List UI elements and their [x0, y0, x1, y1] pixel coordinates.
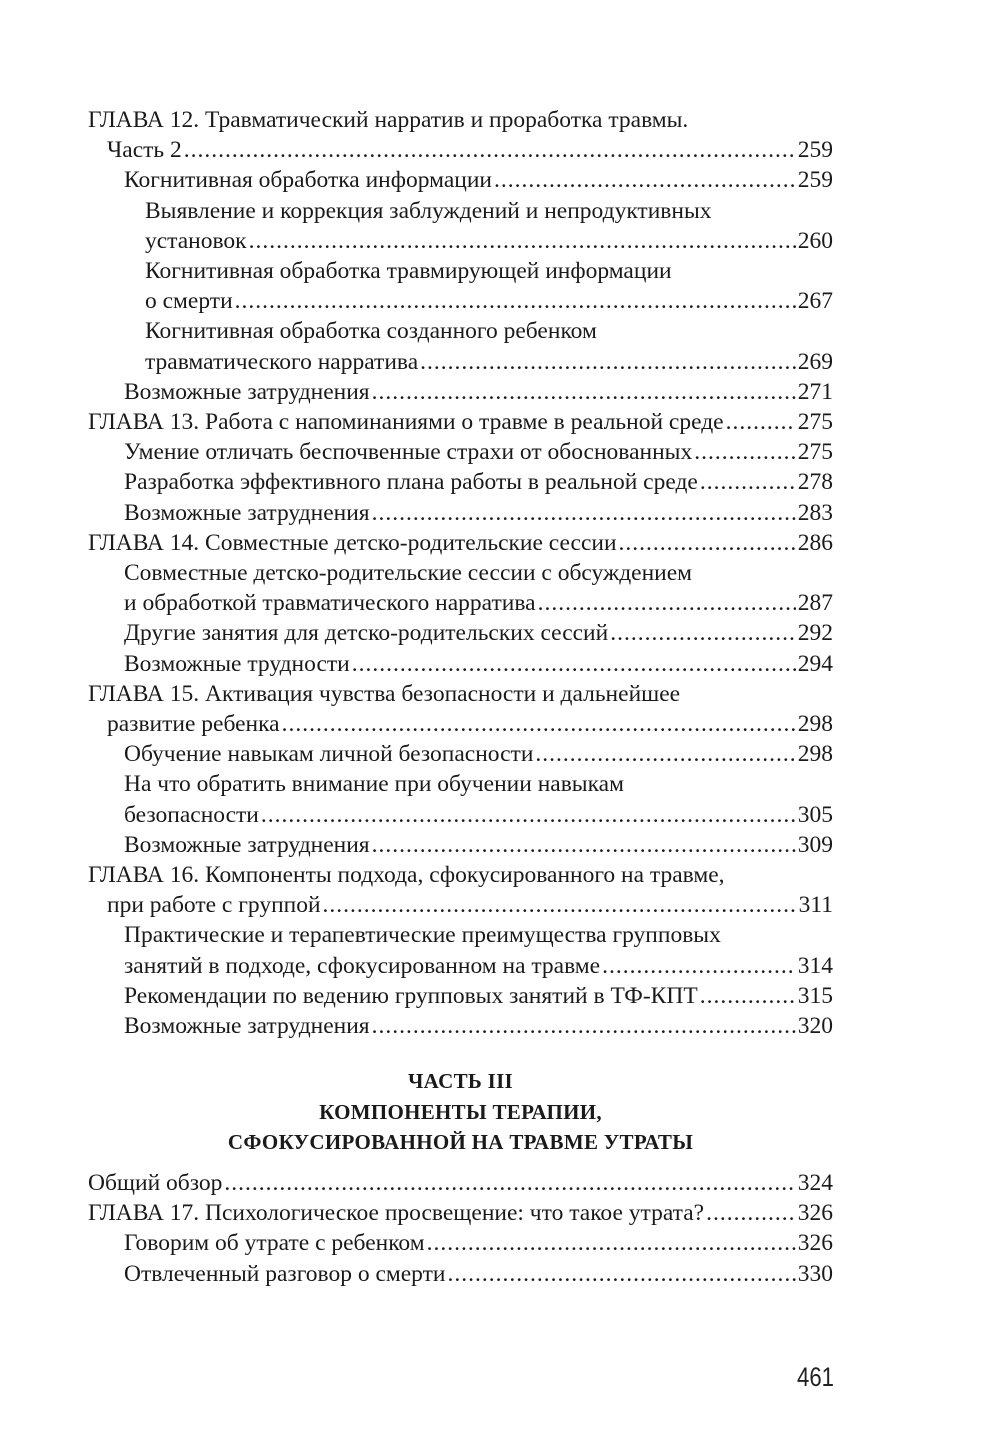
- toc-entry-title: Умение отличать беспочвенные страхи от обоснованных: [124, 439, 693, 466]
- toc-entry-page: 283: [797, 499, 833, 526]
- toc-entry-page: 294: [797, 650, 833, 677]
- leader-dots: [706, 1198, 796, 1228]
- toc-entry: [88, 1259, 833, 1289]
- toc-entry-page: 311: [798, 892, 833, 919]
- toc-entry: [88, 407, 833, 437]
- toc-entry-line: [124, 467, 833, 497]
- toc-entry-line: [124, 649, 833, 679]
- toc-entry-line: [124, 981, 833, 1011]
- toc-entry: [88, 1198, 833, 1228]
- toc-entry-title-line: На что обратить внимание при обучении навыкам: [124, 771, 624, 798]
- toc-entry: [88, 920, 833, 980]
- toc-entry: [88, 830, 833, 860]
- leader-dots: [352, 649, 796, 679]
- toc-entry: [88, 377, 833, 407]
- part-heading: [88, 1066, 833, 1158]
- toc-entry-title-line: Совместные детско-родительские сессии с обсуждением: [124, 560, 693, 587]
- toc-entry-title: Разработка эффективного плана работы в реальной среде: [124, 469, 698, 496]
- leader-dots: [427, 1228, 796, 1258]
- toc-entry-line: [88, 890, 833, 920]
- toc-entry-line: [124, 800, 833, 830]
- leader-dots: [282, 709, 796, 739]
- page-number: 461: [797, 1362, 834, 1392]
- leader-dots: [694, 437, 796, 467]
- toc-entry-line: [124, 1259, 833, 1289]
- toc-entry-title: Возможные затруднения: [124, 378, 370, 405]
- toc-entry-title: Отвлеченный разговор о смерти: [124, 1260, 446, 1287]
- toc-entry: [88, 105, 833, 165]
- toc-entry: [88, 649, 833, 679]
- table-of-contents-continued: [88, 1168, 833, 1289]
- toc-entry-line: [124, 498, 833, 528]
- toc-entry: [88, 196, 833, 256]
- toc-entry-line: [124, 1228, 833, 1258]
- toc-entry-page: 278: [797, 469, 833, 496]
- toc-entry-line: [124, 830, 833, 860]
- toc-entry-title: Общий обзор: [88, 1170, 223, 1196]
- toc-entry-title: и обработкой травматического нарратива: [124, 590, 536, 617]
- toc-entry-title-line: ГЛАВА 16. Компоненты подхода, сфокусированного на травме,: [88, 862, 725, 889]
- toc-entry-title: при работе с группой: [107, 892, 321, 919]
- toc-entry-title-line: ГЛАВА 12. Травматический нарратив и проработка травмы.: [88, 107, 689, 133]
- toc-entry: [88, 1011, 833, 1041]
- toc-entry-title-line: Практические и терапевтические преимущества групповых: [124, 922, 721, 949]
- toc-entry-page: 320: [797, 1013, 833, 1040]
- toc-entry-title: ГЛАВА 14. Совместные детско-родительские сессии: [88, 529, 617, 556]
- toc-entry-line: [88, 1168, 833, 1198]
- part-title-line-2: СФОКУСИРОВАННОЙ НА ТРАВМЕ УТРАТЫ: [227, 1130, 694, 1154]
- toc-entry: [88, 437, 833, 467]
- leader-dots: [726, 407, 796, 437]
- toc-entry-line: [124, 165, 833, 195]
- toc-entry-page: 275: [797, 409, 833, 436]
- leader-dots: [323, 890, 797, 920]
- leader-dots: [602, 951, 796, 981]
- leader-dots: [420, 347, 796, 377]
- toc-entry-page: 275: [797, 439, 833, 466]
- leader-dots: [184, 135, 796, 165]
- toc-entry-line: [124, 739, 833, 769]
- toc-entry-title: Обучение навыкам личной безопасности: [124, 741, 534, 768]
- toc-entry-page: 271: [797, 378, 833, 405]
- toc-entry-page: 326: [797, 1230, 833, 1257]
- toc-entry: [88, 739, 833, 769]
- toc-entry: [88, 165, 833, 195]
- toc-entry-page: 259: [797, 167, 833, 194]
- toc-entry-line: [88, 709, 833, 739]
- toc-entry: [88, 316, 833, 376]
- toc-entry-page: 260: [797, 227, 833, 254]
- leader-dots: [619, 528, 796, 558]
- leader-dots: [372, 498, 796, 528]
- toc-entry-title: Часть 2: [107, 137, 182, 164]
- leader-dots: [700, 467, 796, 497]
- toc-entry-page: 330: [797, 1260, 833, 1287]
- leader-dots: [261, 800, 796, 830]
- toc-entry-title: Возможные затруднения: [124, 831, 370, 858]
- toc-entry-line: [88, 135, 833, 165]
- toc-entry-line: [124, 618, 833, 648]
- toc-entry-title: занятий в подходе, сфокусированном на травме: [124, 952, 601, 979]
- leader-dots: [610, 618, 796, 648]
- table-of-contents: [88, 105, 833, 1041]
- leader-dots: [372, 1011, 796, 1041]
- toc-entry-page: 286: [797, 529, 833, 556]
- leader-dots: [494, 165, 796, 195]
- toc-entry-title: безопасности: [124, 801, 259, 828]
- part-number: ЧАСТЬ III: [407, 1069, 514, 1093]
- toc-entry-page: 287: [797, 590, 833, 617]
- toc-entry-page: 292: [797, 620, 833, 647]
- leader-dots: [249, 226, 796, 256]
- toc-entry-line: [124, 588, 833, 618]
- toc-entry-page: 309: [797, 831, 833, 858]
- toc-entry-page: 259: [797, 137, 833, 164]
- leader-dots: [538, 588, 796, 618]
- toc-entry-page: 267: [797, 288, 833, 315]
- toc-entry-line: [88, 528, 833, 558]
- toc-entry: [88, 860, 833, 920]
- toc-entry: [88, 981, 833, 1011]
- toc-entry-title: травматического нарратива: [145, 348, 419, 375]
- leader-dots: [224, 1168, 795, 1198]
- leader-dots: [700, 981, 796, 1011]
- toc-entry-title: установок: [145, 227, 247, 254]
- toc-entry: [88, 558, 833, 618]
- toc-entry-line: [145, 226, 833, 256]
- toc-entry-title: Говорим об утрате с ребенком: [124, 1230, 425, 1257]
- toc-entry: [88, 256, 833, 316]
- toc-entry-page: 314: [797, 952, 833, 979]
- toc-entry-line: [145, 347, 833, 377]
- toc-entry-title: Возможные трудности: [124, 650, 350, 677]
- leader-dots: [372, 377, 796, 407]
- toc-entry-title: о смерти: [145, 288, 233, 315]
- toc-entry-title-line: Выявление и коррекция заблуждений и непродуктивных: [145, 197, 712, 224]
- toc-entry: [88, 498, 833, 528]
- toc-entry: [88, 528, 833, 558]
- toc-entry: [88, 769, 833, 829]
- toc-entry-title: ГЛАВА 13. Работа с напоминаниями о травме в реальной среде: [88, 409, 724, 436]
- toc-entry-title: ГЛАВА 17. Психологическое просвещение: что такое утрата?: [88, 1200, 705, 1227]
- toc-entry-line: [88, 407, 833, 437]
- toc-entry-line: [124, 437, 833, 467]
- toc-entry-line: [88, 1198, 833, 1228]
- leader-dots: [447, 1259, 795, 1289]
- toc-entry-line: [124, 377, 833, 407]
- toc-entry-page: 298: [797, 741, 833, 768]
- toc-entry-title: Другие занятия для детско-родительских сессий: [124, 620, 609, 647]
- toc-entry: [88, 1228, 833, 1258]
- toc-entry-page: 324: [797, 1170, 833, 1196]
- leader-dots: [535, 739, 795, 769]
- toc-entry-page: 298: [797, 711, 833, 738]
- leader-dots: [235, 286, 796, 316]
- toc-entry-title-line: Когнитивная обработка созданного ребенком: [145, 318, 597, 345]
- toc-entry-title: Возможные затруднения: [124, 1013, 370, 1040]
- toc-entry-line: [124, 951, 833, 981]
- toc-entry-page: 326: [797, 1200, 833, 1227]
- toc-entry: [88, 1168, 833, 1198]
- leader-dots: [372, 830, 796, 860]
- toc-entry-line: [145, 286, 833, 316]
- toc-entry-title-line: Когнитивная обработка травмирующей информации: [145, 258, 672, 285]
- toc-entry-title: развитие ребенка: [107, 711, 280, 738]
- toc-entry-page: 305: [797, 801, 833, 828]
- toc-entry-title: Возможные затруднения: [124, 499, 370, 526]
- part-title-line-1: КОМПОНЕНТЫ ТЕРАПИИ,: [319, 1099, 602, 1124]
- toc-entry-title-line: ГЛАВА 15. Активация чувства безопасности и дальнейшее: [88, 680, 681, 707]
- toc-entry-line: [124, 1011, 833, 1041]
- toc-entry-title: Рекомендации по ведению групповых занятий в ТФ-КПТ: [124, 982, 698, 1009]
- toc-entry: [88, 467, 833, 497]
- toc-entry: [88, 679, 833, 739]
- toc-entry-page: 269: [797, 348, 833, 375]
- toc-entry-page: 315: [797, 982, 833, 1009]
- toc-entry: [88, 618, 833, 648]
- toc-entry-title: Когнитивная обработка информации: [124, 167, 492, 194]
